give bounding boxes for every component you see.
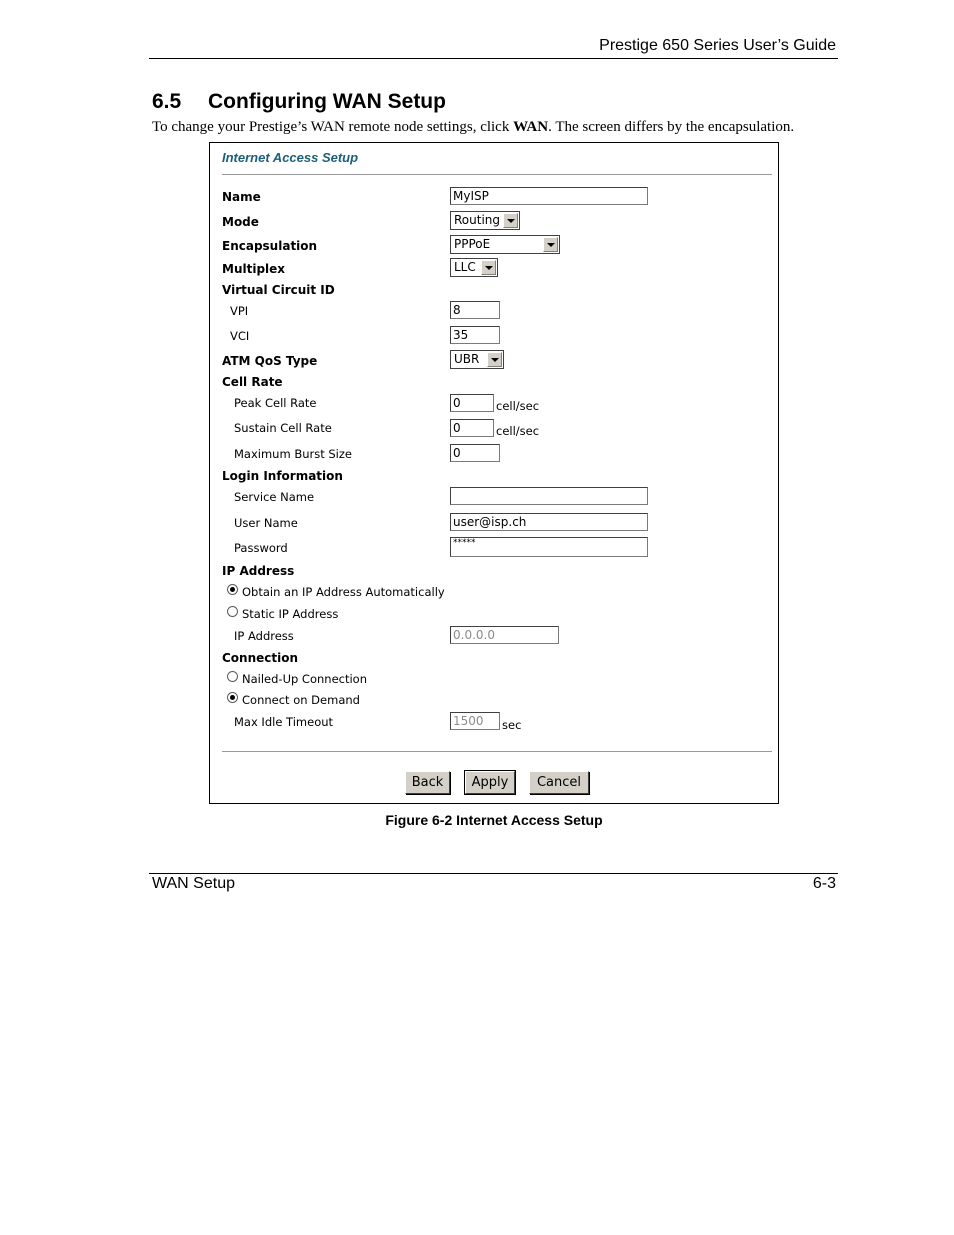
- ip-address-section-label: IP Address: [222, 564, 295, 578]
- back-button[interactable]: Back: [405, 771, 450, 794]
- max-idle-timeout-unit: sec: [502, 718, 522, 732]
- service-name-label: Service Name: [234, 490, 315, 504]
- section-title: Configuring WAN Setup: [208, 90, 446, 113]
- peak-cell-rate-unit: cell/sec: [496, 399, 540, 413]
- login-info-label: Login Information: [222, 469, 343, 483]
- password-label: Password: [234, 541, 288, 555]
- encapsulation-select-value: PPPoE: [454, 237, 491, 251]
- header-rule: [149, 58, 838, 59]
- intro-wan-keyword: WAN: [513, 119, 549, 135]
- encapsulation-select[interactable]: [450, 235, 560, 254]
- atm-qos-select[interactable]: [450, 350, 504, 369]
- footer-chapter: WAN Setup: [152, 875, 235, 892]
- top-divider: [222, 174, 772, 175]
- vpi-input[interactable]: [450, 301, 500, 319]
- service-name-input[interactable]: [450, 487, 648, 505]
- sustain-cell-rate-label: Sustain Cell Rate: [234, 421, 332, 435]
- multiplex-label: Multiplex: [222, 262, 286, 276]
- atm-qos-select-value: UBR: [454, 352, 480, 366]
- running-header-title: Prestige 650 Series User’s Guide: [599, 37, 836, 54]
- ip-static-radio[interactable]: [227, 606, 238, 617]
- connect-on-demand-radio[interactable]: [227, 692, 238, 703]
- max-burst-size-input[interactable]: [450, 444, 500, 462]
- intro-text-end: . The screen differs by the encapsulation.: [548, 119, 795, 135]
- multiplex-select-value: LLC: [454, 260, 476, 274]
- ip-static-label: Static IP Address: [242, 607, 339, 621]
- peak-cell-rate-label: Peak Cell Rate: [234, 396, 317, 410]
- max-idle-timeout-label: Max Idle Timeout: [234, 715, 334, 729]
- ip-address-input[interactable]: [450, 626, 559, 644]
- mode-label: Mode: [222, 215, 259, 229]
- multiplex-select[interactable]: [450, 258, 498, 277]
- section-number: 6.5: [152, 90, 182, 113]
- cell-rate-label: Cell Rate: [222, 375, 283, 389]
- screen-title: Internet Access Setup: [222, 150, 359, 165]
- vpi-label: VPI: [230, 304, 249, 318]
- nailed-up-radio[interactable]: [227, 671, 238, 682]
- connect-on-demand-label: Connect on Demand: [242, 693, 360, 707]
- nailed-up-label: Nailed-Up Connection: [242, 672, 368, 686]
- atm-qos-label: ATM QoS Type: [222, 354, 318, 368]
- bottom-divider: [222, 751, 772, 752]
- sustain-cell-rate-input[interactable]: [450, 419, 494, 437]
- sustain-cell-rate-unit: cell/sec: [496, 424, 540, 438]
- intro-text-start: To change your Prestige’s WAN remote node settings, click: [152, 119, 514, 135]
- apply-button[interactable]: Apply: [465, 771, 515, 794]
- max-idle-timeout-input[interactable]: [450, 712, 500, 730]
- chevron-down-icon[interactable]: [481, 260, 496, 275]
- password-input[interactable]: *****: [450, 537, 648, 557]
- virtual-circuit-label: Virtual Circuit ID: [222, 283, 335, 297]
- chevron-down-icon[interactable]: [487, 352, 502, 367]
- footer-page-number: 6-3: [812, 875, 836, 892]
- section-heading: [152, 90, 446, 114]
- chevron-down-icon[interactable]: [503, 213, 518, 228]
- ip-auto-radio[interactable]: [227, 584, 238, 595]
- user-name-label: User Name: [234, 516, 298, 530]
- footer-rule: [149, 873, 838, 874]
- chevron-down-icon[interactable]: [543, 237, 558, 252]
- figure-caption: Figure 6-2 Internet Access Setup: [385, 812, 603, 828]
- peak-cell-rate-input[interactable]: [450, 394, 494, 412]
- name-input[interactable]: [450, 187, 648, 205]
- ip-address-label: IP Address: [234, 629, 294, 643]
- name-label: Name: [222, 190, 261, 204]
- connection-label: Connection: [222, 651, 299, 665]
- user-name-input[interactable]: [450, 513, 648, 531]
- encapsulation-label: Encapsulation: [222, 239, 318, 253]
- cancel-button[interactable]: Cancel: [529, 771, 589, 794]
- ip-auto-label: Obtain an IP Address Automatically: [242, 585, 445, 599]
- vci-input[interactable]: [450, 326, 500, 344]
- mode-select[interactable]: [450, 211, 520, 230]
- internet-access-setup-screen: [209, 142, 779, 804]
- mode-select-value: Routing: [454, 213, 501, 227]
- vci-label: VCI: [230, 329, 250, 343]
- intro-paragraph: [152, 119, 794, 136]
- max-burst-size-label: Maximum Burst Size: [234, 447, 352, 461]
